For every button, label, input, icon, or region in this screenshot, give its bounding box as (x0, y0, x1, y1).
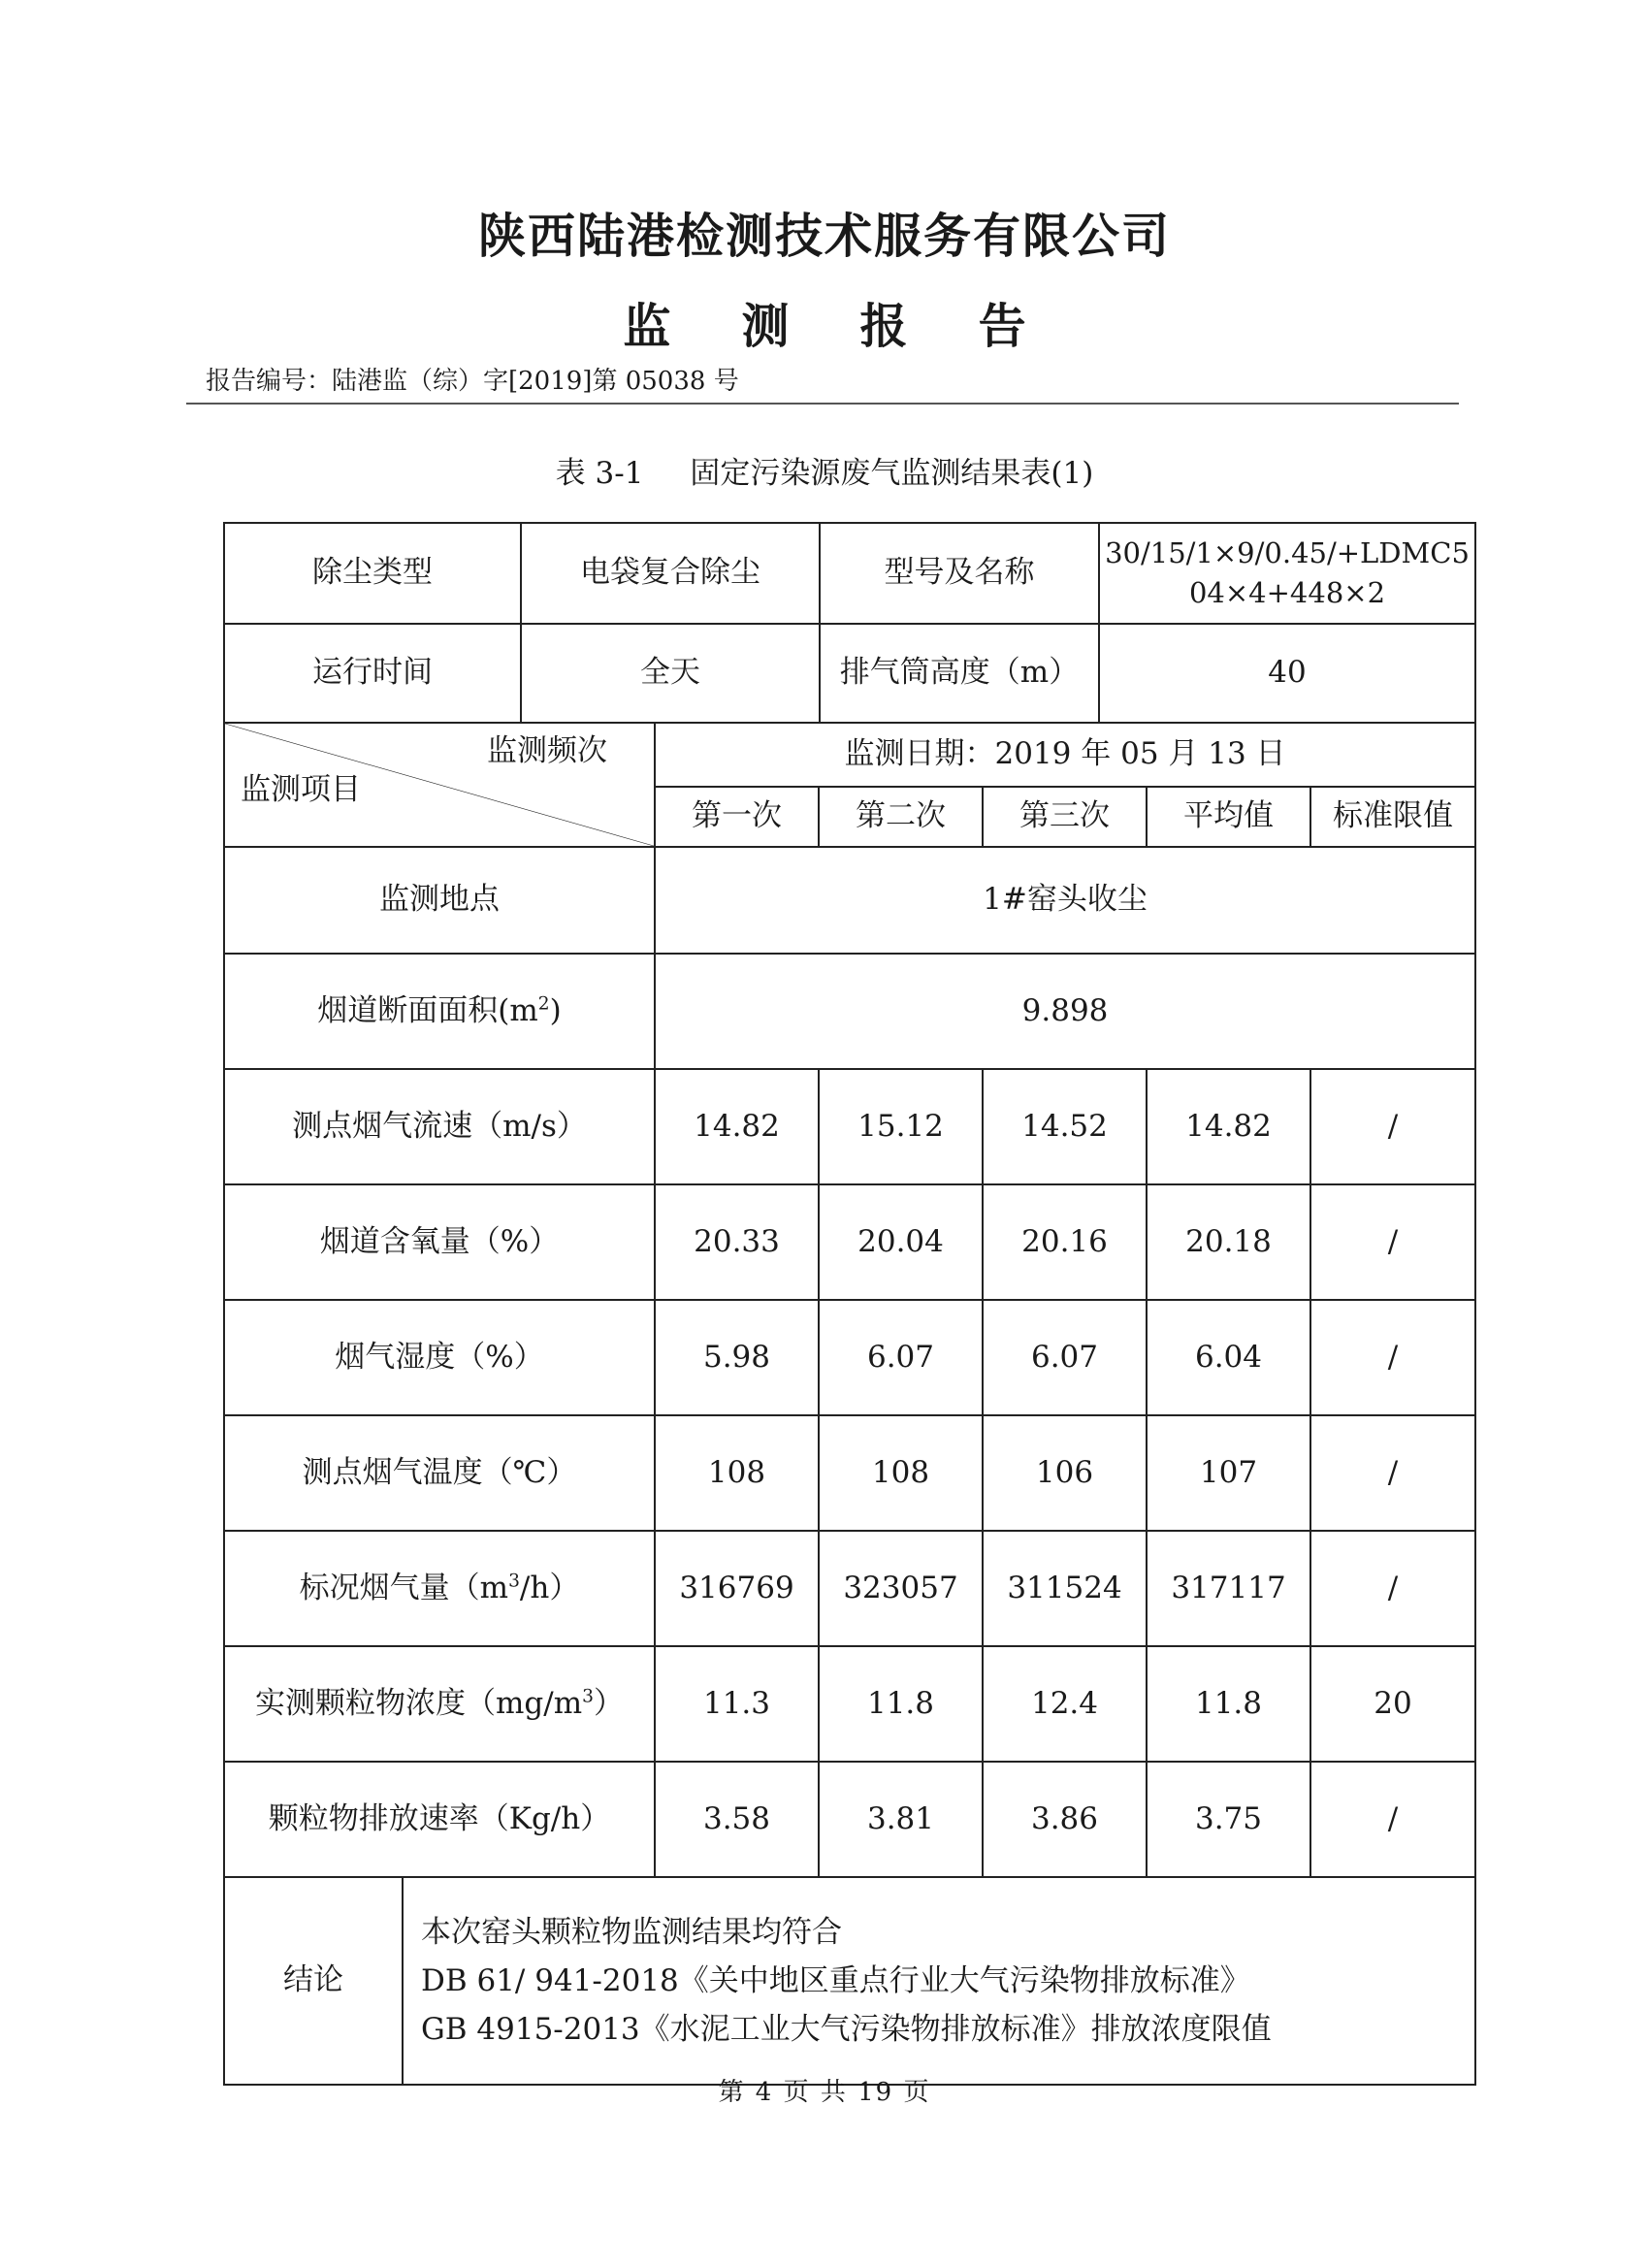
frequency-header-label: 监测频次 (487, 733, 607, 768)
measurement-value: / (1310, 1762, 1475, 1877)
measurement-row (224, 1531, 1475, 1646)
measurement-label-unit: ） (593, 1685, 624, 1721)
measurement-value: 14.82 (1147, 1069, 1310, 1184)
location-label: 监测地点 (224, 847, 655, 954)
measurement-value: 316769 (655, 1531, 819, 1646)
measurement-value: 108 (819, 1415, 983, 1531)
measurement-label (224, 1646, 655, 1762)
table-title: 固定污染源废气监测结果表(1) (690, 456, 1094, 491)
measurement-value: 6.07 (819, 1300, 983, 1415)
header-divider (186, 403, 1459, 405)
area-label-text: 烟道断面面积(m (317, 992, 538, 1028)
stack-height-value: 40 (1099, 624, 1475, 723)
equipment-info-table (223, 522, 1476, 724)
measurement-value: 311524 (983, 1531, 1147, 1646)
conclusion-label: 结论 (224, 1877, 403, 2085)
conclusion-line: GB 4915-2013《水泥工业大气污染物排放标准》排放浓度限值 (421, 2012, 1272, 2048)
measurement-label (224, 1415, 655, 1531)
measurement-value: 3.81 (819, 1762, 983, 1877)
measurement-row (224, 1069, 1475, 1184)
area-label (224, 954, 655, 1069)
measurement-value: 106 (983, 1415, 1147, 1531)
runtime-label: 运行时间 (224, 624, 521, 723)
col-header-1: 第一次 (655, 787, 819, 847)
measurement-value: 20.04 (819, 1184, 983, 1300)
conclusion-row (224, 1877, 1475, 2085)
stack-height-label: 排气筒高度（m） (820, 624, 1099, 723)
measurement-value: / (1310, 1069, 1475, 1184)
company-name: 陕西陆港检测技术服务有限公司 (477, 208, 1171, 264)
location-row (224, 847, 1475, 954)
measurement-value: 20.33 (655, 1184, 819, 1300)
col-header-4: 平均值 (1147, 787, 1310, 847)
report-title: 监 测 报 告 (623, 298, 1053, 354)
monitoring-results-table (223, 722, 1476, 2086)
item-header-label: 监测项目 (241, 772, 361, 808)
measurement-label (224, 1531, 655, 1646)
area-value: 9.898 (655, 954, 1475, 1069)
measurement-value: 11.8 (1147, 1646, 1310, 1762)
table-caption (0, 448, 1649, 492)
measurement-value: 3.75 (1147, 1762, 1310, 1877)
measurement-value: 6.04 (1147, 1300, 1310, 1415)
col-header-5: 标准限值 (1310, 787, 1475, 847)
measurement-label-text: 烟气湿度（%） (335, 1339, 544, 1375)
measurement-value: 14.82 (655, 1069, 819, 1184)
area-label-sup: 2 (537, 993, 550, 1015)
measurement-label (224, 1184, 655, 1300)
area-label-close: ) (549, 992, 562, 1028)
measurement-row (224, 1646, 1475, 1762)
dust-type-label: 除尘类型 (224, 523, 521, 624)
measurement-label-sup: 3 (508, 1571, 520, 1592)
table-number: 表 3-1 (555, 456, 644, 491)
measurement-label-text: 测点烟气流速（m/s） (292, 1108, 587, 1144)
measurement-value: 108 (655, 1415, 819, 1531)
measurement-label-text: 烟道含氧量（%） (319, 1223, 560, 1259)
measurement-label-text: 颗粒物排放速率（Kg/h） (268, 1800, 611, 1836)
measurement-value: 11.8 (819, 1646, 983, 1762)
measurement-row (224, 1762, 1475, 1877)
measurement-value: 5.98 (655, 1300, 819, 1415)
dust-type-value: 电袋复合除尘 (521, 523, 820, 624)
measurement-row (224, 1415, 1475, 1531)
measurement-value: / (1310, 1184, 1475, 1300)
measurement-label (224, 1069, 655, 1184)
conclusion-text (403, 1877, 1475, 2085)
measurement-value: 11.3 (655, 1646, 819, 1762)
measurement-label-text: 实测颗粒物浓度（mg/m (255, 1685, 583, 1721)
location-value: 1#窑头收尘 (655, 847, 1475, 954)
report-number: 报告编号：陆港监（综）字[2019]第 05038 号 (206, 367, 739, 396)
measurement-label-unit: /h） (519, 1570, 580, 1605)
model-label: 型号及名称 (820, 523, 1099, 624)
monitoring-date: 监测日期：2019 年 05 月 13 日 (655, 723, 1475, 787)
measurement-value: 20 (1310, 1646, 1475, 1762)
measurement-row (224, 1300, 1475, 1415)
runtime-value: 全天 (521, 624, 820, 723)
measurement-label (224, 1762, 655, 1877)
info-row-2 (224, 624, 1475, 723)
page-number: 第 4 页 共 19 页 (718, 2078, 931, 2107)
measurement-value: 14.52 (983, 1069, 1147, 1184)
measurement-value: 317117 (1147, 1531, 1310, 1646)
measurement-label-text: 标况烟气量（m (299, 1570, 509, 1605)
measurement-value: 3.86 (983, 1762, 1147, 1877)
col-header-3: 第三次 (983, 787, 1147, 847)
measurement-value: 3.58 (655, 1762, 819, 1877)
measurement-value: 20.16 (983, 1184, 1147, 1300)
conclusion-line: DB 61/ 941-2018《关中地区重点行业大气污染物排放标准》 (421, 1962, 1250, 1998)
area-row (224, 954, 1475, 1069)
measurement-label-sup: 3 (582, 1686, 594, 1707)
measurement-label (224, 1300, 655, 1415)
measurement-value: 6.07 (983, 1300, 1147, 1415)
measurement-value: / (1310, 1300, 1475, 1415)
measurement-value: 12.4 (983, 1646, 1147, 1762)
measurement-value: / (1310, 1415, 1475, 1531)
measurement-value: 107 (1147, 1415, 1310, 1531)
model-value (1099, 523, 1475, 624)
measurement-row (224, 1184, 1475, 1300)
model-value-line1: 30/15/1×9/0.45/+LDMC5 (1105, 536, 1470, 570)
model-value-line2: 04×4+448×2 (1188, 576, 1386, 609)
info-row-1 (224, 523, 1475, 624)
measurement-value: 15.12 (819, 1069, 983, 1184)
measurement-label-text: 测点烟气温度（℃） (302, 1454, 577, 1490)
measurement-value: 20.18 (1147, 1184, 1310, 1300)
date-row (224, 723, 1475, 787)
col-header-2: 第二次 (819, 787, 983, 847)
measurement-value: 323057 (819, 1531, 983, 1646)
header-diagonal-cell (224, 723, 655, 847)
conclusion-line: 本次窑头颗粒物监测结果均符合 (421, 1914, 842, 1950)
measurement-value: / (1310, 1531, 1475, 1646)
